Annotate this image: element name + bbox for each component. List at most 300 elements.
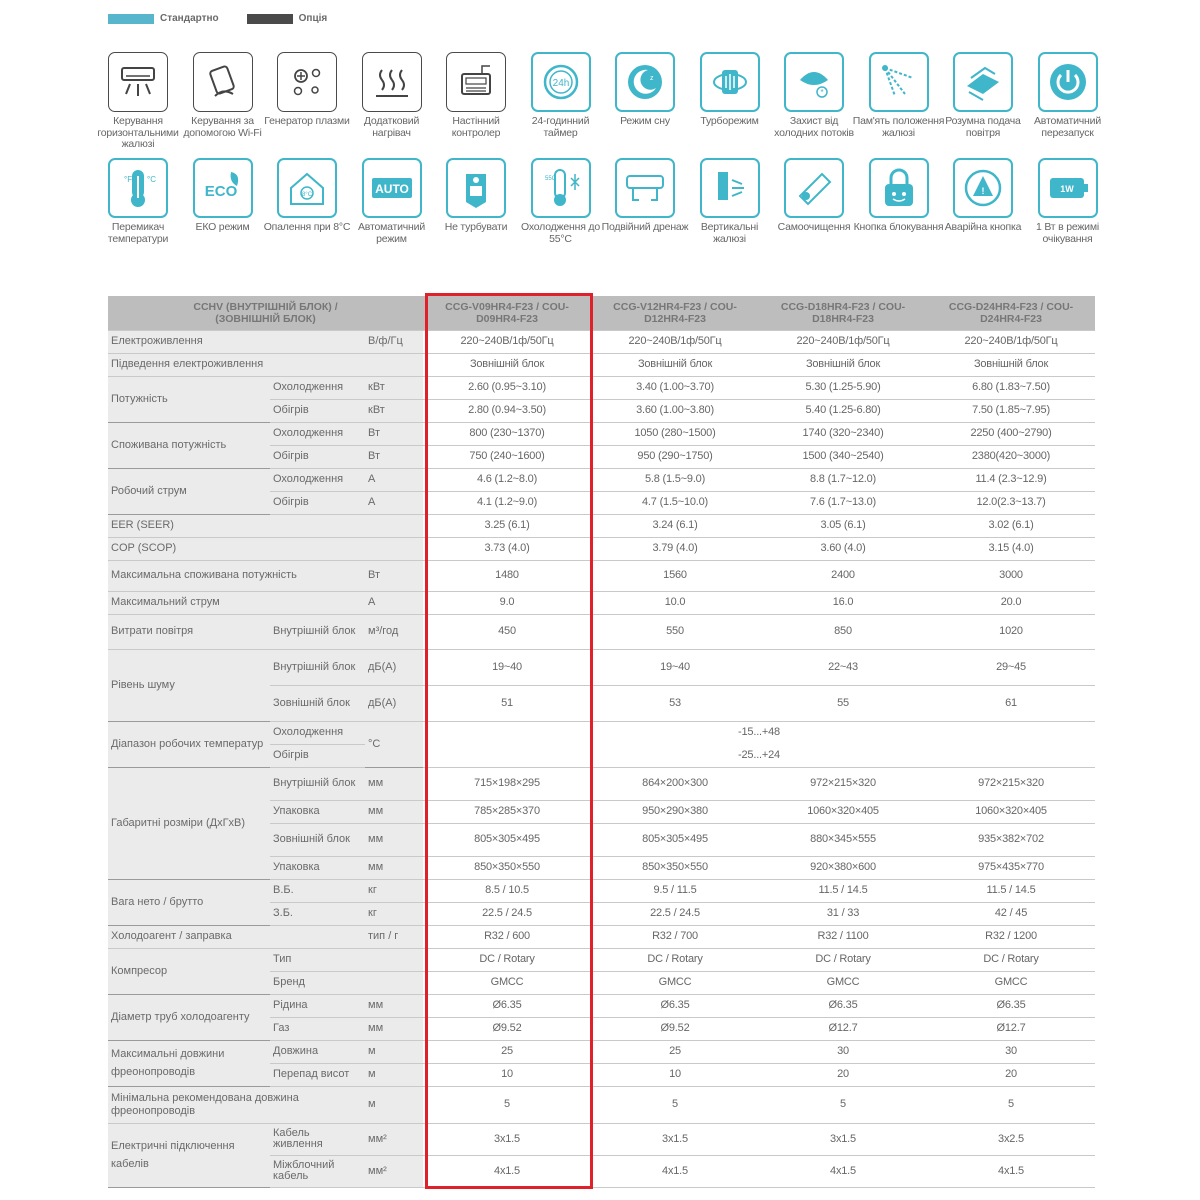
row-label: Діапазон робочих температур xyxy=(108,721,270,767)
svg-text:55C: 55C xyxy=(544,176,556,182)
row-sub: Рідина xyxy=(270,994,365,1017)
row-label: Максимальні довжини фреонопроводів xyxy=(108,1040,270,1086)
cell: 850×350×550 xyxy=(423,856,591,879)
louver-horizontal-icon xyxy=(108,52,168,112)
feature-item xyxy=(261,52,353,128)
cell: 220~240В/1ф/50Гц xyxy=(591,330,759,353)
feature-item xyxy=(430,52,522,139)
feature-label: 1 Вт в режимі очікування xyxy=(1035,221,1100,245)
svg-text:!: ! xyxy=(981,186,985,196)
table-row xyxy=(108,537,1095,560)
row-label: Витрати повітря xyxy=(108,614,270,649)
cell: 5.40 (1.25-6.80) xyxy=(759,399,927,422)
feature-item xyxy=(684,52,776,128)
table-row xyxy=(108,767,1095,800)
feature-item xyxy=(92,52,184,151)
cell: 10 xyxy=(591,1063,759,1086)
feature-item xyxy=(92,158,184,245)
row-sub: Охолодження xyxy=(270,468,365,491)
power-restart-icon xyxy=(1038,52,1098,112)
cell: 51 xyxy=(423,685,591,721)
timer-24h-icon xyxy=(531,52,591,112)
cell: 4x1.5 xyxy=(927,1155,1095,1187)
cell: 20 xyxy=(927,1063,1095,1086)
cell: 16.0 xyxy=(759,591,927,614)
cell: 1060×320×405 xyxy=(759,800,927,823)
table-row xyxy=(108,1123,1095,1155)
row-unit: м³/год xyxy=(365,614,423,649)
cell: 1480 xyxy=(423,560,591,591)
feature-label: Аварійна кнопка xyxy=(944,221,1022,233)
feature-label: Кнопка блокування xyxy=(853,221,944,233)
row-unit: A xyxy=(365,591,423,614)
legend-standard-label: Стандартно xyxy=(160,13,219,24)
row-label: Габаритні розміри (ДхГхВ) xyxy=(108,767,270,879)
cell: 1560 xyxy=(591,560,759,591)
cell: 450 xyxy=(423,614,591,649)
row-sub: Газ xyxy=(270,1017,365,1040)
feature-item xyxy=(853,52,945,139)
self-clean-icon xyxy=(784,158,844,218)
cell: Зовнішній блок xyxy=(423,353,591,376)
cell: 3x1.5 xyxy=(423,1123,591,1155)
feature-label: Керування за допомогою Wi-Fi xyxy=(183,115,262,139)
heating-8c-icon xyxy=(277,158,337,218)
row-unit: мм xyxy=(365,767,423,800)
cell: 3000 xyxy=(927,560,1095,591)
cell: 25 xyxy=(423,1040,591,1063)
wifi-hand-icon xyxy=(193,52,253,112)
cell: 1500 (340~2540) xyxy=(759,445,927,468)
cell: 975×435×770 xyxy=(927,856,1095,879)
cell: 2.60 (0.95~3.10) xyxy=(423,376,591,399)
cell: Ø6.35 xyxy=(759,994,927,1017)
row-sub: Обігрів xyxy=(270,744,365,767)
cell: R32 / 1200 xyxy=(927,925,1095,948)
cell: 19~40 xyxy=(591,649,759,685)
header-model-4: CCG-D24HR4-F23 / COU-D24HR4-F23 xyxy=(927,296,1095,330)
cell: 4x1.5 xyxy=(423,1155,591,1187)
heater-icon xyxy=(362,52,422,112)
cell: 10 xyxy=(423,1063,591,1086)
table-header-row xyxy=(108,296,1095,330)
row-unit: дБ(А) xyxy=(365,649,423,685)
row-sub: Внутрішній блок xyxy=(270,614,365,649)
row-unit: кг xyxy=(365,879,423,902)
header-param: CCHV (ВНУТРІШНІЙ БЛОК) / (ЗОВНІШНІЙ БЛОК) xyxy=(108,296,423,330)
cell: 3.15 (4.0) xyxy=(927,537,1095,560)
feature-item xyxy=(346,158,438,245)
cold-draft-protection-icon xyxy=(784,52,844,112)
table-row xyxy=(108,468,1095,491)
cell: 20 xyxy=(759,1063,927,1086)
cell: 1740 (320~2340) xyxy=(759,422,927,445)
cell: 880×345×555 xyxy=(759,823,927,856)
cell: 5.8 (1.5~9.0) xyxy=(591,468,759,491)
svg-text:z: z xyxy=(650,75,654,82)
cell: 4.1 (1.2~9.0) xyxy=(423,491,591,514)
cell: 4x1.5 xyxy=(591,1155,759,1187)
row-unit: кВт xyxy=(365,376,423,399)
feature-item xyxy=(937,52,1029,139)
row-label: Електричні підключення кабелів xyxy=(108,1123,270,1187)
cell: 31 / 33 xyxy=(759,902,927,925)
row-sub: Охолодження xyxy=(270,422,365,445)
cell: 22.5 / 24.5 xyxy=(423,902,591,925)
row-unit: кг xyxy=(365,902,423,925)
table-row xyxy=(108,376,1095,399)
cell: 550 xyxy=(591,614,759,649)
sleep-moon-icon xyxy=(615,52,675,112)
header-model-2: CCG-V12HR4-F23 / COU-D12HR4-F23 xyxy=(591,296,759,330)
feature-label: Розумна подача повітря xyxy=(945,115,1021,139)
feature-item xyxy=(430,158,522,234)
row-label: Споживана потужність xyxy=(108,422,270,468)
cell: GMCC xyxy=(759,971,927,994)
cell: 30 xyxy=(927,1040,1095,1063)
row-unit: мм xyxy=(365,800,423,823)
feature-item xyxy=(1022,52,1114,139)
cell: 220~240В/1ф/50Гц xyxy=(759,330,927,353)
cell: 220~240В/1ф/50Гц xyxy=(927,330,1095,353)
cell: 25 xyxy=(591,1040,759,1063)
cell: 805×305×495 xyxy=(591,823,759,856)
cell: 785×285×370 xyxy=(423,800,591,823)
cell: 53 xyxy=(591,685,759,721)
row-unit: мм xyxy=(365,994,423,1017)
row-unit: м xyxy=(365,1040,423,1063)
cell: 10.0 xyxy=(591,591,759,614)
row-sub: З.Б. xyxy=(270,902,365,925)
row-sub: Упаковка xyxy=(270,856,365,879)
feature-label: Додатковий нагрівач xyxy=(363,115,420,139)
row-unit: мм xyxy=(365,856,423,879)
do-not-disturb-icon xyxy=(446,158,506,218)
feature-item xyxy=(261,158,353,234)
cell: 805×305×495 xyxy=(423,823,591,856)
table-row xyxy=(108,649,1095,685)
cell: DC / Rotary xyxy=(591,948,759,971)
table-row xyxy=(108,614,1095,649)
table-row xyxy=(108,591,1095,614)
row-unit: Вт xyxy=(365,422,423,445)
cell: R32 / 700 xyxy=(591,925,759,948)
cell: 5 xyxy=(927,1086,1095,1123)
row-unit: Вт xyxy=(365,560,423,591)
wall-controller-icon xyxy=(446,52,506,112)
row-sub: Бренд xyxy=(270,971,423,994)
row-sub: Міжблочний кабель xyxy=(270,1155,365,1187)
table-row xyxy=(108,879,1095,902)
feature-item xyxy=(599,52,691,128)
cell: 29~45 xyxy=(927,649,1095,685)
cell: 11.5 / 14.5 xyxy=(927,879,1095,902)
cell: 3.73 (4.0) xyxy=(423,537,591,560)
cell: Ø9.52 xyxy=(591,1017,759,1040)
row-sub: Обігрів xyxy=(270,445,365,468)
cell: 1020 xyxy=(927,614,1095,649)
cell: 9.5 / 11.5 xyxy=(591,879,759,902)
table-row xyxy=(108,925,1095,948)
svg-text:°F: °F xyxy=(124,175,133,184)
legend-standard-swatch xyxy=(108,14,154,24)
feature-item xyxy=(768,158,860,234)
cell: 3.25 (6.1) xyxy=(423,514,591,537)
cell: 750 (240~1600) xyxy=(423,445,591,468)
feature-item xyxy=(177,52,269,139)
cell: 3.60 (4.0) xyxy=(759,537,927,560)
table-row xyxy=(108,1040,1095,1063)
legend-option-label: Опція xyxy=(298,13,328,24)
row-sub: Кабель живлення xyxy=(270,1123,365,1155)
row-unit: м xyxy=(365,1086,423,1123)
feature-label: Вертикальні жалюзі xyxy=(700,221,759,245)
row-label: EER (SEER) xyxy=(108,514,423,537)
row-sub: Тип xyxy=(270,948,423,971)
feature-label: Турборежим xyxy=(700,115,759,127)
svg-text:1W: 1W xyxy=(1059,184,1074,194)
cell: 4x1.5 xyxy=(759,1155,927,1187)
cell: 9.0 xyxy=(423,591,591,614)
row-label: Діаметр труб холодоагенту xyxy=(108,994,270,1040)
svg-text:ECO: ECO xyxy=(204,183,237,200)
cell: 3x1.5 xyxy=(759,1123,927,1155)
plasma-icon xyxy=(277,52,337,112)
svg-text:24h: 24h xyxy=(552,78,569,89)
cell: GMCC xyxy=(927,971,1095,994)
cell: 3x2.5 xyxy=(927,1123,1095,1155)
turbo-fan-icon xyxy=(700,52,760,112)
row-label: Мінімальна рекомендована довжина фреонопроводів xyxy=(108,1086,365,1123)
feature-label: 24-годинний таймер xyxy=(531,115,590,139)
cell: 6.80 (1.83~7.50) xyxy=(927,376,1095,399)
cell: 42 / 45 xyxy=(927,902,1095,925)
cell: DC / Rotary xyxy=(423,948,591,971)
row-sub: Упаковка xyxy=(270,800,365,823)
cell: 3x1.5 xyxy=(591,1123,759,1155)
row-label: Компресор xyxy=(108,948,270,994)
cell: 19~40 xyxy=(423,649,591,685)
row-unit: мм² xyxy=(365,1155,423,1187)
row-unit: мм xyxy=(365,823,423,856)
cell: 30 xyxy=(759,1040,927,1063)
cell: 2400 xyxy=(759,560,927,591)
cell: Ø6.35 xyxy=(591,994,759,1017)
row-sub: Внутрішній блок xyxy=(270,649,365,685)
cell: 1060×320×405 xyxy=(927,800,1095,823)
cell: 7.50 (1.85~7.95) xyxy=(927,399,1095,422)
table-row xyxy=(108,330,1095,353)
cell: 12.0(2.3~13.7) xyxy=(927,491,1095,514)
row-sub: Довжина xyxy=(270,1040,365,1063)
row-sub: Зовнішній блок xyxy=(270,685,365,721)
feature-label: Автоматичний режим xyxy=(358,221,425,245)
feature-label: ЕКО режим xyxy=(195,221,250,233)
cell: 20.0 xyxy=(927,591,1095,614)
lock-button-icon xyxy=(869,158,929,218)
feature-item xyxy=(599,158,691,234)
cell: Зовнішній блок xyxy=(591,353,759,376)
row-unit: мм xyxy=(365,1017,423,1040)
cell: 715×198×295 xyxy=(423,767,591,800)
specs-table xyxy=(108,296,1095,1188)
cell: 1050 (280~1500) xyxy=(591,422,759,445)
cell: Зовнішній блок xyxy=(927,353,1095,376)
cell: 61 xyxy=(927,685,1095,721)
feature-item xyxy=(515,52,607,139)
cell: 950 (290~1750) xyxy=(591,445,759,468)
row-sub: В.Б. xyxy=(270,879,365,902)
cell: 8.5 / 10.5 xyxy=(423,879,591,902)
cell: 8.8 (1.7~12.0) xyxy=(759,468,927,491)
feature-item xyxy=(768,52,860,139)
cell: -15...+48 xyxy=(738,726,780,739)
row-label: Вага нето / брутто xyxy=(108,879,270,925)
cell: 4.6 (1.2~8.0) xyxy=(423,468,591,491)
svg-text:°C: °C xyxy=(147,175,156,184)
cell: GMCC xyxy=(591,971,759,994)
feature-label: Опалення при 8°C xyxy=(263,221,351,233)
cell: 5.30 (1.25-5.90) xyxy=(759,376,927,399)
cell: 3.05 (6.1) xyxy=(759,514,927,537)
cell: Ø12.7 xyxy=(759,1017,927,1040)
cell: 950×290×380 xyxy=(591,800,759,823)
feature-label: Пам'ять положення жалюзі xyxy=(852,115,945,139)
svg-text:AUTO: AUTO xyxy=(374,182,409,196)
louver-vertical-icon xyxy=(700,158,760,218)
feature-label: Керування горизонтальними жалюзі xyxy=(97,115,179,150)
cell: 55 xyxy=(759,685,927,721)
cell: Ø9.52 xyxy=(423,1017,591,1040)
cell: 850 xyxy=(759,614,927,649)
header-model-3: CCG-D18HR4-F23 / COU-D18HR4-F23 xyxy=(759,296,927,330)
double-drain-icon xyxy=(615,158,675,218)
louver-memory-icon xyxy=(869,52,929,112)
cell: -25...+24 xyxy=(423,744,1095,767)
feature-label: Подвійний дренаж xyxy=(601,221,689,233)
cooling-55c-icon xyxy=(531,158,591,218)
feature-label: Охолодження до 55°C xyxy=(520,221,600,245)
feature-item xyxy=(515,158,607,245)
cell: 3.02 (6.1) xyxy=(927,514,1095,537)
cell: 3.24 (6.1) xyxy=(591,514,759,537)
table-row xyxy=(108,948,1095,971)
row-label: Електроживлення xyxy=(108,330,365,353)
header-model-1: CCG-V09HR4-F23 / COU-D09HR4-F23 xyxy=(423,296,591,330)
table-row xyxy=(108,560,1095,591)
cell: 2.80 (0.94~3.50) xyxy=(423,399,591,422)
table-row xyxy=(108,721,1095,744)
row-sub: Охолодження xyxy=(270,721,365,744)
cell: 3.60 (1.00~3.80) xyxy=(591,399,759,422)
cell: 22.5 / 24.5 xyxy=(591,902,759,925)
feature-item xyxy=(346,52,438,139)
row-unit: °C xyxy=(365,721,423,767)
cell: R32 / 1100 xyxy=(759,925,927,948)
row-label: COP (SCOP) xyxy=(108,537,423,560)
row-unit: тип / г xyxy=(365,925,423,948)
cell: 22~43 xyxy=(759,649,927,685)
cell: R32 / 600 xyxy=(423,925,591,948)
table-row xyxy=(108,422,1095,445)
svg-text:*: * xyxy=(820,88,824,97)
row-sub: Перепад висот xyxy=(270,1063,365,1086)
cell: 800 (230~1370) xyxy=(423,422,591,445)
thermometer-switch-icon xyxy=(108,158,168,218)
row-unit: Вт xyxy=(365,445,423,468)
cell: GMCC xyxy=(423,971,591,994)
feature-label: Настінний контролер xyxy=(451,115,501,139)
feature-item xyxy=(684,158,776,245)
row-label: Рівень шуму xyxy=(108,649,270,721)
legend xyxy=(108,13,355,24)
feature-item xyxy=(853,158,945,234)
feature-label: Режим сну xyxy=(620,115,670,127)
row-unit: мм² xyxy=(365,1123,423,1155)
row-unit: дБ(А) xyxy=(365,685,423,721)
row-unit: A xyxy=(365,468,423,491)
cell: 920×380×600 xyxy=(759,856,927,879)
feature-label: Не турбувати xyxy=(444,221,508,233)
row-label: Потужність xyxy=(108,376,270,422)
cell: DC / Rotary xyxy=(759,948,927,971)
cell: 5 xyxy=(591,1086,759,1123)
row-label: Максимальний струм xyxy=(108,591,365,614)
row-label: Робочий струм xyxy=(108,468,270,514)
cell: 11.5 / 14.5 xyxy=(759,879,927,902)
feature-label: Перемикач температури xyxy=(107,221,169,245)
row-unit: м xyxy=(365,1063,423,1086)
smart-airflow-icon xyxy=(953,52,1013,112)
feature-label: Автоматичний перезапуск xyxy=(1034,115,1101,139)
feature-item xyxy=(177,158,269,234)
feature-label: Генератор плазми xyxy=(264,115,350,127)
cell: 3.40 (1.00~3.70) xyxy=(591,376,759,399)
row-unit: кВт xyxy=(365,399,423,422)
cell: 5 xyxy=(759,1086,927,1123)
standby-1w-icon xyxy=(1038,158,1098,218)
svg-text:8°C: 8°C xyxy=(301,192,313,198)
row-sub: Внутрішній блок xyxy=(270,767,365,800)
cell: 4.7 (1.5~10.0) xyxy=(591,491,759,514)
cell: 935×382×702 xyxy=(927,823,1095,856)
feature-item xyxy=(1022,158,1114,245)
auto-mode-icon xyxy=(362,158,422,218)
cell: 3.79 (4.0) xyxy=(591,537,759,560)
table-row xyxy=(108,353,1095,376)
emergency-button-icon xyxy=(953,158,1013,218)
row-sub: Зовнішній блок xyxy=(270,823,365,856)
row-label: Холодоагент / заправка xyxy=(108,925,365,948)
cell: 5 xyxy=(423,1086,591,1123)
feature-label: Самоочищення xyxy=(777,221,851,233)
legend-option-swatch xyxy=(247,14,293,24)
cell: 2250 (400~2790) xyxy=(927,422,1095,445)
cell: 972×215×320 xyxy=(759,767,927,800)
cell: Ø6.35 xyxy=(927,994,1095,1017)
feature-item xyxy=(937,158,1029,234)
table-row xyxy=(108,994,1095,1017)
row-label: Підведення електроживлення xyxy=(108,353,423,376)
cell: 11.4 (2.3~12.9) xyxy=(927,468,1095,491)
cell: 864×200×300 xyxy=(591,767,759,800)
cell: Зовнішній блок xyxy=(759,353,927,376)
cell: Ø6.35 xyxy=(423,994,591,1017)
row-sub: Обігрів xyxy=(270,491,365,514)
cell: 220~240В/1ф/50Гц xyxy=(423,330,591,353)
eco-icon xyxy=(193,158,253,218)
cell: DC / Rotary xyxy=(927,948,1095,971)
